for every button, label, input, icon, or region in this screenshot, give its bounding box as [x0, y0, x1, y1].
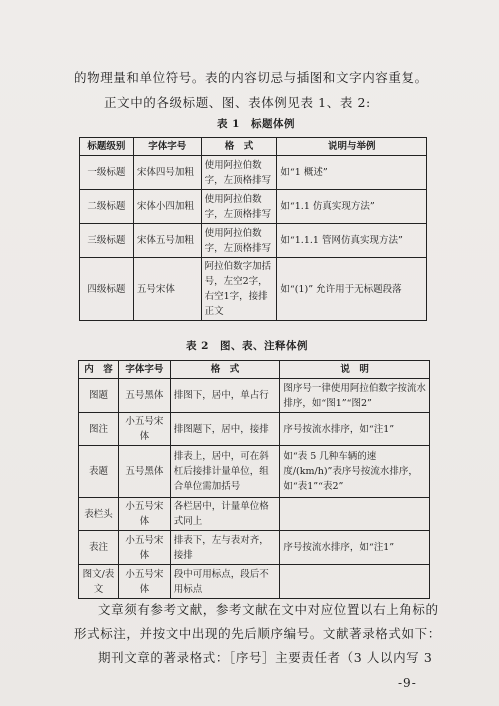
table-cell: 小五号宋体 — [118, 498, 170, 531]
paragraph-line-5: 期刊文章的著录格式：［序号］主要责任者（3 人以内写 3 — [98, 650, 433, 665]
table-cell: 如“表 5 几种车辆的速度/(km/h)”表序号按流水排序，如“表1”“表2” — [280, 446, 430, 498]
table-cell: 小五号宋体 — [118, 413, 170, 446]
table-cell: 表题 — [79, 446, 119, 498]
table-cell: 表注 — [79, 531, 119, 565]
table-cell: 图序号一律使用阿拉伯数字按流水排序，如“图1”“图2” — [280, 379, 430, 413]
table1-header-cell: 说明与举例 — [277, 138, 427, 156]
table-row — [80, 190, 427, 224]
table-cell: 使用阿拉伯数字，左顶格排写 — [201, 190, 277, 224]
table-cell: 段中可用标点，段后不用标点 — [170, 565, 280, 599]
page-number: -9- — [398, 676, 417, 690]
table1-header-cell: 标题级别 — [80, 138, 134, 156]
table-cell: 序号按流水排序，如“注1” — [280, 413, 430, 446]
table2-header-row — [79, 361, 430, 379]
paragraph-line-1: 的物理量和单位符号。表的内容切忌与插图和文字内容重复。 — [74, 70, 428, 85]
table-cell: 一级标题 — [80, 156, 134, 190]
table-cell: 表栏头 — [79, 498, 119, 531]
table-cell: 五号宋体 — [133, 258, 201, 321]
table-cell: 二级标题 — [80, 190, 134, 224]
table1-caption: 表 1 标题体例 — [217, 118, 295, 130]
table-cell: 宋体小四加粗 — [133, 190, 201, 224]
table-cell: 宋体四号加粗 — [133, 156, 201, 190]
table-row — [80, 156, 427, 190]
table2-header-cell: 内 容 — [79, 361, 119, 379]
table-row — [79, 531, 430, 565]
table-cell: 序号按流水排序，如“注1” — [280, 531, 430, 565]
table-cell: 如“(1)” 允许用于无标题段落 — [277, 258, 427, 321]
table1-header-cell: 格 式 — [201, 138, 277, 156]
table-cell — [280, 498, 430, 531]
table2-caption: 表 2 图、表、注释体例 — [186, 340, 308, 352]
table-cell: 图文/表文 — [79, 565, 119, 599]
table-cell: 图题 — [79, 379, 119, 413]
table-cell: 使用阿拉伯数字，左顶格排写 — [201, 224, 277, 258]
table-cell: 宋体五号加粗 — [133, 224, 201, 258]
table-cell: 三级标题 — [80, 224, 134, 258]
table-row — [79, 446, 430, 498]
table-cell: 图注 — [79, 413, 119, 446]
table2 — [78, 360, 430, 599]
table-cell: 排表上，居中，可在斜杠后接排计量单位，组合单位需加括号 — [170, 446, 280, 498]
table-row — [80, 258, 427, 321]
table-row — [79, 379, 430, 413]
table-cell: 如“1.1 仿真实现方法” — [277, 190, 427, 224]
table-cell: 排图下，居中，单占行 — [170, 379, 280, 413]
table-cell: 阿拉伯数字加括号，左空2字，右空1字，接排正文 — [201, 258, 277, 321]
paragraph-line-2: 正文中的各级标题、图、表体例见表 1、表 2: — [104, 95, 371, 110]
table-cell: 小五号宋体 — [118, 565, 170, 599]
table-cell: 各栏居中，计量单位格式同上 — [170, 498, 280, 531]
table-cell: 排表下，左与表对齐，接排 — [170, 531, 280, 565]
table-cell: 五号黑体 — [118, 379, 170, 413]
table-cell: 如“1.1.1 管网仿真实现方法” — [277, 224, 427, 258]
table-cell: 排图题下，居中，接排 — [170, 413, 280, 446]
table-row — [80, 224, 427, 258]
paragraph-line-4: 形式标注，并按文中出现的先后顺序编号。文献著录格式如下： — [74, 626, 441, 641]
table2-header-cell: 格 式 — [170, 361, 280, 379]
table-cell: 四级标题 — [80, 258, 134, 321]
table1-header-row — [80, 138, 427, 156]
table1 — [79, 137, 427, 321]
table2-header-cell: 说 明 — [280, 361, 430, 379]
table-row — [79, 413, 430, 446]
table-cell: 小五号宋体 — [118, 531, 170, 565]
table1-header-cell: 字体字号 — [133, 138, 201, 156]
table2-header-cell: 字体字号 — [118, 361, 170, 379]
table-row — [79, 565, 430, 599]
table-cell — [280, 565, 430, 599]
table-cell: 使用阿拉伯数字，左顶格排写 — [201, 156, 277, 190]
table-cell: 如“1 概述” — [277, 156, 427, 190]
table-row — [79, 498, 430, 531]
paragraph-line-3: 文章须有参考文献，参考文献在文中对应位置以右上角标的 — [98, 602, 439, 617]
table-cell: 五号黑体 — [118, 446, 170, 498]
